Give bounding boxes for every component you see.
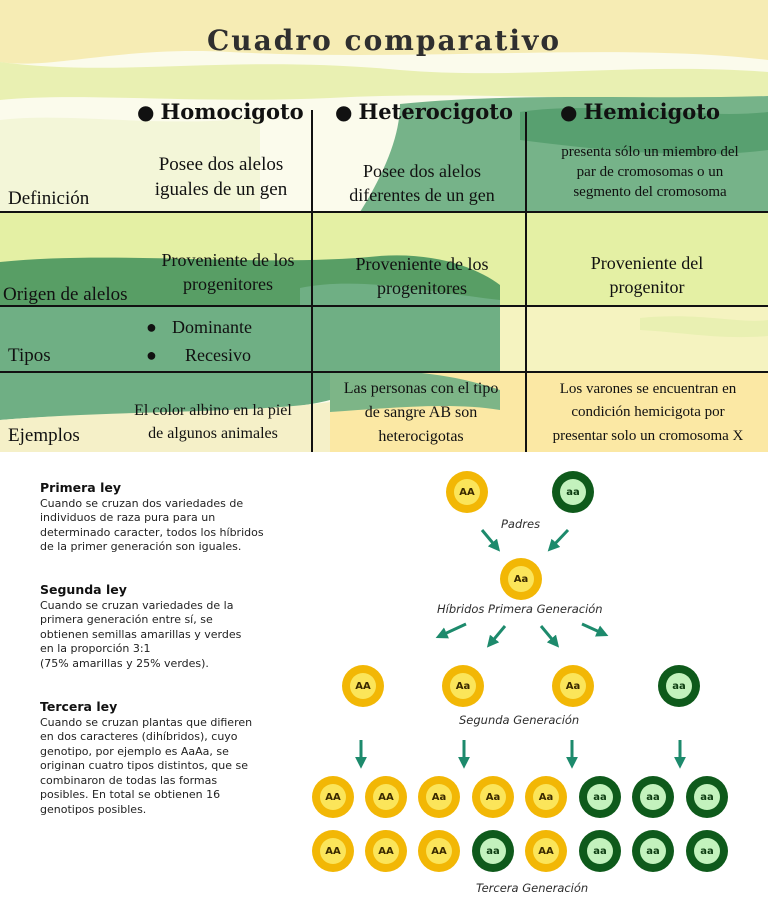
arrow-icon [490, 626, 505, 644]
genotype-circle-aa [365, 830, 407, 872]
arrow-icon [482, 530, 497, 548]
column-header-hemicigoto [560, 99, 720, 124]
arrow-icon [551, 530, 568, 548]
genotype-circle-aa [500, 558, 542, 600]
bullet-icon: ● [146, 344, 157, 365]
cell-origen-hemicigoto: Proveniente del progenitor [590, 253, 704, 297]
genotype-circle-aa [442, 665, 484, 707]
genotype-label: Aa [508, 566, 534, 592]
genotype-circle-aa [632, 776, 674, 818]
genotype-label: AA [373, 784, 399, 810]
genotype-circle-aa [658, 665, 700, 707]
genotype-label: aa [587, 784, 613, 810]
chart-title: Cuadro comparativo [206, 24, 562, 57]
genotype-label: aa [694, 784, 720, 810]
genotype-label: aa [640, 784, 666, 810]
genotype-label: AA [373, 838, 399, 864]
genotype-label: AA [454, 479, 480, 505]
genotype-circle-aa [418, 776, 460, 818]
genotype-circle-aa [686, 830, 728, 872]
row-divider [0, 211, 768, 213]
list-item: ● Dominante [146, 316, 296, 340]
genotype-circle-aa [312, 776, 354, 818]
column-header-label: Homocigoto [160, 99, 304, 124]
bullet-icon: ● [137, 100, 155, 124]
law-title: Segunda ley [40, 582, 127, 597]
genotype-circle-aa [418, 830, 460, 872]
genotype-label: aa [560, 479, 586, 505]
label-tercera-generacion: Tercera Generación [476, 881, 589, 895]
column-header-homocigoto [137, 99, 304, 124]
cell-tipos-homocigoto [146, 316, 296, 368]
genotype-label: aa [480, 838, 506, 864]
genotype-label: Aa [426, 784, 452, 810]
genotype-label: aa [666, 673, 692, 699]
arrow-icon [541, 626, 556, 644]
row-label-tipos: Tipos [8, 345, 51, 366]
bullet-icon: ● [335, 100, 353, 124]
law-text: Cuando se cruzan dos variedades de individuos de raza pura para un determinado caracter, todos los híbridos de la primer generación son iguales. [40, 496, 264, 553]
arrow-icon [440, 624, 466, 636]
genotype-circle-aa [579, 830, 621, 872]
law-text: Cuando se cruzan plantas que difieren en dos caracteres (dihíbridos), cuyo genotipo, por ejemplo es AaAa, se originan cuatro tipos distintos, que se combinaron de todas las formas posibles. En total se obtienen 16 genotipos posibles. [40, 715, 253, 816]
list-item: ● Recesivo [146, 344, 296, 368]
genotype-circle-aa [552, 665, 594, 707]
genotype-label: AA [426, 838, 452, 864]
row-label-definicion: Definición [8, 188, 90, 209]
law-title: Tercera ley [40, 699, 118, 714]
law-text: Cuando se cruzan variedades de la primera generación entre sí, se obtienen semillas amarillas y verdes en la proporción 3:1 (75% amarillas y 25% verdes). [40, 598, 242, 670]
genotype-label: aa [587, 838, 613, 864]
genotype-circle-aa [632, 830, 674, 872]
cell-definicion-hemicigoto: presenta sólo un miembro del par de cromosomas o un segmento del cromosoma [561, 144, 739, 200]
cell-definicion-heterocigoto: Posee dos alelos diferentes de un gen [349, 161, 495, 205]
cell-origen-homocigoto: Proveniente de los progenitores [161, 250, 295, 294]
cell-ejemplos-homocigoto: El color albino en la piel de algunos animales [134, 402, 292, 443]
genotype-label: AA [320, 838, 346, 864]
genotype-circle-aa [525, 776, 567, 818]
genotype-label: aa [640, 838, 666, 864]
genotype-label: AA [533, 838, 559, 864]
genotype-circle-aa [472, 830, 514, 872]
genotype-circle-aa [579, 776, 621, 818]
genotype-circle-aa [525, 830, 567, 872]
label-primera-generacion: Híbridos Primera Generación [437, 602, 603, 616]
genotype-label: Aa [533, 784, 559, 810]
label-padres: Padres [501, 517, 541, 531]
row-label-ejemplos: Ejemplos [8, 425, 80, 446]
column-header-label: Heterocigoto [358, 99, 513, 124]
law-title: Primera ley [40, 480, 121, 495]
cell-ejemplos-heterocigoto: Las personas con el tipo de sangre AB son heterocigotas [343, 380, 499, 445]
arrow-icon [582, 624, 604, 634]
genotype-label: Aa [560, 673, 586, 699]
genotype-circle-aa [342, 665, 384, 707]
genotype-circle-aa [472, 776, 514, 818]
bullet-icon: ● [560, 100, 578, 124]
bullet-icon: ● [146, 317, 157, 337]
genotype-circle-aa [446, 471, 488, 513]
row-label-origen: Origen de alelos [3, 284, 128, 305]
genotype-label: Aa [450, 673, 476, 699]
genotype-label: Aa [480, 784, 506, 810]
label-segunda-generacion: Segunda Generación [459, 713, 580, 727]
genotype-circle-aa [365, 776, 407, 818]
genotype-label: AA [350, 673, 376, 699]
column-header-label: Hemicigoto [583, 99, 721, 124]
row-divider [0, 371, 768, 373]
genotype-circle-aa [312, 830, 354, 872]
genotype-circle-aa [686, 776, 728, 818]
cell-definicion-homocigoto: Posee dos alelos iguales de un gen [154, 154, 288, 201]
cell-origen-heterocigoto: Proveniente de los progenitores [355, 254, 489, 298]
column-header-heterocigoto [335, 99, 513, 124]
genotype-circle-aa [552, 471, 594, 513]
genotype-label: AA [320, 784, 346, 810]
cell-ejemplos-hemicigoto: Los varones se encuentran en condición hemicigota por presentar solo un cromosoma X [552, 381, 744, 444]
column-divider [525, 112, 527, 452]
genotype-label: aa [694, 838, 720, 864]
